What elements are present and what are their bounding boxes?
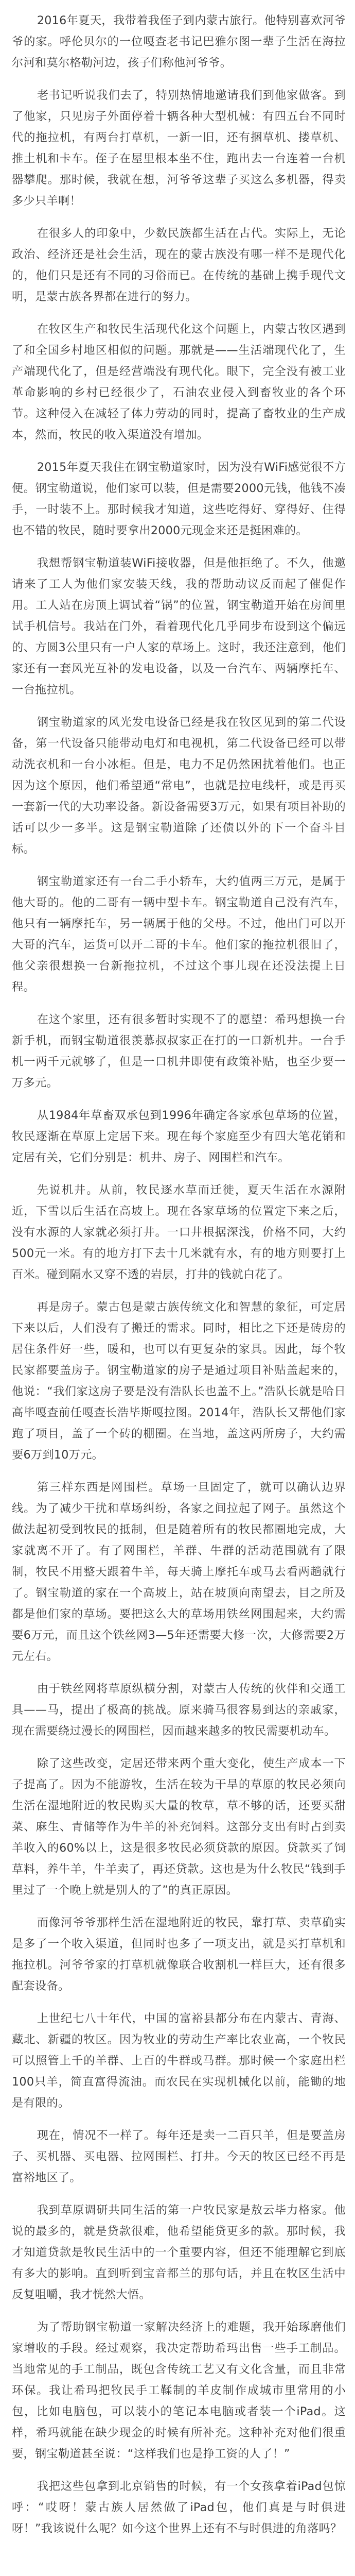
paragraph: 我想帮钢宝勒道装WiFi接收器，但是他拒绝了。不久，他邀请来了工人为他们家安装天线，我的帮助动议反而起了催促作用。工人站在房顶上调试着“锅”的位置，钢宝勒道开始在房间里试手机信号。我站在门外，看着现代化几乎同步布设到这个偏远的、方圆3公里只有一户人家的草场上。这时，我还注意到，他们家还有一套风光互补的发电设备，以及一台汽车、两辆摩托车、一台拖拉机。 — [12, 556, 346, 697]
paragraph: 第三样东西是网围栏。草场一旦固定了，就可以确认边界线。为了减少干扰和草场纠纷，各家之间拉起了网子。虽然这个做法起初受到牧民的抵制，但是随着所有的牧民都圈地完成，大家就离不开了。有了网围栏，羊群、牛群的活动范围就有了限制，牧民不用整天跟着牛羊，每天骑上摩托车或马去看两趟就行了。钢宝勒道的家在一个高坡上，站在坡顶向南望去，目之所及都是他们家的草场。要把这么大的草场用铁丝网围起来，大约需要6万元，而且这个铁丝网3—5年还需要大修一次，大修需要2万元左右。 — [12, 1481, 346, 1663]
paragraph: 除了这些改变，定居还带来两个重大变化，使生产成本一下子提高了。因为不能游牧，生活在较为干旱的草原的牧民必须向生活在湿地附近的牧民购买大量的牧草，草不够的话，还要买甜菜、麻生、青储等作为牛羊的补充饲料。这部分支出有时占到卖羊收入的60%以上，这是很多牧民必须贷款的原因。贷款买了饲草料，养牛羊，牛羊卖了，再还贷款。这也是为什么牧民“钱到手里过了一个晚上就是别人的了”的真正原因。 — [12, 1757, 346, 1897]
paragraph: 我到草原调研共同生活的第一户牧民家是敖云毕力格家。他说的最多的，就是贷款很难，他希望能贷更多的款。那时候，我才知道贷款是牧民生活中的一个重要内容，但还不能理解它到底有多大的影响。直到听到宝音都兰的那句话，并且在牧区生活中反复咀嚼，我才恍然大悟。 — [12, 2204, 346, 2301]
paragraph: 先说机井。从前，牧民逐水草而迁徙，夏天生活在水源附近，下雪以后生活在高坡上。现在各家草场的位置定下来之后，没有水源的人家就必须打井。一口井根据深浅，价格不同，大约500元一米。有的地方打下去十几米就有水，有的地方则要打上百米。碰到隔水又穿不透的岩层，打井的钱就白花了。 — [12, 1183, 346, 1281]
paragraph: 由于铁丝网将草原纵横分割，对蒙古人传统的伙伴和交通工具——马，提出了极高的挑战。原来骑马很容易到达的亲戚家，现在需要绕过漫长的网围栏，因而越来越多的牧民需要机动车。 — [12, 1682, 346, 1738]
paragraph: 在牧区生产和牧民生活现代化这个问题上，内蒙古牧区遇到了和全国乡村地区相似的问题。那就是——生活端现代化了，生产端现代化了，但是经营端没有现代化。眼下，完全没有被工业革命影响的乡村已经很少了，石油农业侵入到畜牧业的各个环节。这种侵入在减轻了体力劳动的同时，提高了畜牧业的生产成本，然而，牧民的收入渠道没有增加。 — [12, 323, 346, 442]
paragraph: 在这个家里，还有很多暂时实现不了的愿望：希玛想换一台新手机，而钢宝勒道很羡慕叔叔家正在打的一口新机井。一台手机一两千元就够了，但是一口机井即使有政策补贴，也至少要一万多元。 — [12, 1013, 346, 1090]
paragraph: 我把这些包拿到北京销售的时候，有一个女孩拿着iPad包惊呼：“哎呀！蒙古族人居然做了iPad包，他们真是与时俱进呀！”我该说什么呢？如今这个世界上还有不与时俱进的角落吗？ — [12, 2480, 346, 2535]
paragraph: 再是房子。蒙古包是蒙古族传统文化和智慧的象征，可定居下来以后，人们没有了搬迁的需求。同时，相比之下还是砖房的居住条件好一些，暖和，也可以有更复杂的家具。因此，每个牧民家都要盖房子。钢宝勒道家的房子是通过项目补贴盖起来的，他说：“我们家这房子要是没有浩队长也盖不上。”浩队长就是哈日高毕嘎查前任嘎查长浩毕斯嘎拉图。2014年，浩队长又帮他们家跑了项目，盖了一个砖的棚圈。在当地，盖这两所房子，大约需要6万到10万元。 — [12, 1300, 346, 1462]
paragraph: 而像河爷爷那样生活在湿地附近的牧民，靠打草、卖草确实是多了一个收入渠道，但同时也多了一项支出，就是买打草机和拖拉机。河爷爷家的打草机就像联合收割机一样巨大，还有很多配套设备。 — [12, 1916, 346, 1993]
paragraph: 钢宝勒道家的风光发电设备已经是我在牧区见到的第二代设备，第一代设备只能带动电灯和电视机，第二代设备已经可以带动洗衣机和一台小冰柜。但是，电力不足仍然困扰着他们。也正因为这个原因，他们希望通“常电”，也就是拉电线杆，或是再买一套新一代的大功率设备。新设备需要3万元，如果有项目补助的话可以少一多半。这是钢宝勒道除了还债以外的下一个奋斗目标。 — [12, 716, 346, 856]
paragraph: 2015年夏天我住在钢宝勒道家时，因为没有WiFi感觉很不方便。钢宝勒道说，他们家可以装，但是需要2000元钱，他钱不凑手，一时装不上。那时候我才知道，这些吃得好、穿得好、住得也不错的牧民，随时要拿出2000元现金来还是挺困难的。 — [12, 461, 346, 537]
paragraph: 为了帮助钢宝勒道一家解决经济上的难题，我开始琢磨他们家增收的手段。经过观察，我决定帮助希玛出售一些手工制品。当地常见的手工制品，既包含传统工艺又有文化含量，而且非常环保。我让希玛把牧民手工鞣制的羊皮制作成城市里常用的小包，比如电脑包，可以装小的笔记本电脑或者装一个iPad。这样，希玛就能在缺少现金的时候有所补充。这种补充对他们很重要，钢宝勒道甚至说：“这样我们也是挣工资的人了！” — [12, 2320, 346, 2461]
paragraph: 从1984年草畜双承包到1996年确定各家承包草场的位置，牧民逐渐在草原上定居下来。现在每个家庭至少有四大笔花销和定居有关，它们分别是：机井、房子、网围栏和汽车。 — [12, 1109, 346, 1164]
paragraph: 钢宝勒道家还有一台二手小轿车，大约值两三万元，是属于他大哥的。他的二哥有一辆中型卡车。钢宝勒道自己没有汽车，他只有一辆摩托车，另一辆属于他的父母。不过，他出门可以开大哥的汽车，运货可以开二哥的卡车。他们家的拖拉机很旧了，他父亲很想换一台新拖拉机，不过这个事儿现在还没法提上日程。 — [12, 875, 346, 994]
paragraph: 2016年夏天，我带着我侄子到内蒙古旅行。他特别喜欢河爷爷的家。呼伦贝尔的一位嘎查老书记巴雅尔图一辈子生活在海拉尔河和莫尔格勒河边，孩子们称他河爷爷。 — [12, 14, 346, 70]
paragraph: 在很多人的印象中，少数民族都生活在古代。实际上，无论政治、经济还是社会生活，现在的蒙古族没有哪一样不是现代化的，他们只是还有不同的习俗而已。在传统的基础上携手现代文明，是蒙古族各界都在进行的努力。 — [12, 227, 346, 303]
paragraph: 上世纪七八十年代，中国的富裕县都分布在内蒙古、青海、藏北、新疆的牧区。因为牧业的劳动生产率比农业高，一个牧民可以照管上千的羊群、上百的牛群或马群。那时候一个家庭出栏100只羊，简直富得流油。而农民在实现机械化以前，能锄的地是有限的。 — [12, 2012, 346, 2110]
paragraph: 老书记听说我们去了，特别热情地邀请我们到他家做客。到了他家，只见房子外面停着十辆各种大型机械：有四五台不同时代的拖拉机，有两台打草机，一新一旧，还有捆草机、搂草机、推土机和卡车。侄子在屋里根本坐不住，跑出去一台连着一台机器攀爬。那时候，我就在想，河爷爷这辈子买这么多机器，得卖多少只羊啊！ — [12, 89, 346, 208]
paragraph: 现在，情况不一样了。每年还是卖一二百只羊，但是要盖房子、买机器、买电器、拉网围栏、打井。今天的牧区已经不再是富裕地区了。 — [12, 2129, 346, 2184]
